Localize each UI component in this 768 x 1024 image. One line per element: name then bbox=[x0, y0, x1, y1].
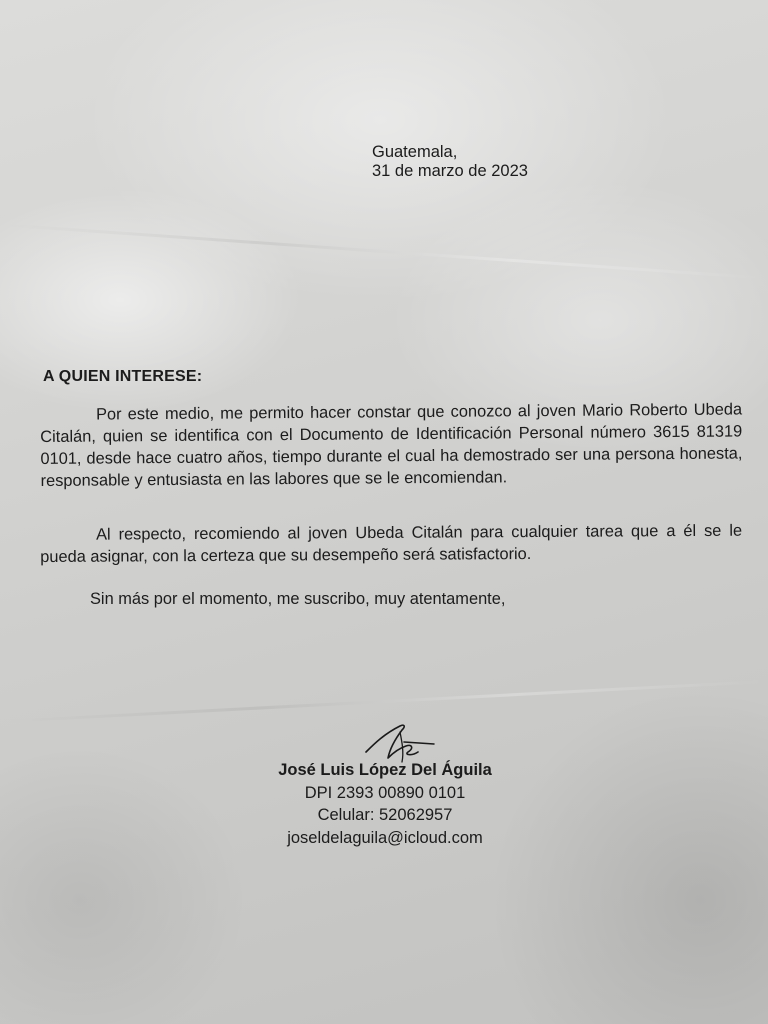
letter-body-paragraph-2 bbox=[40, 520, 742, 568]
paper-crease bbox=[1, 223, 767, 280]
letter-body-paragraph-1 bbox=[40, 398, 743, 492]
letter-addressee: A QUIEN INTERESE: bbox=[43, 368, 203, 385]
signer-name: José Luis López Del Águila bbox=[278, 761, 492, 779]
paragraph-text: Al respecto, recomiendo al joven Ubeda Citalán para cualquier tarea que a él se le pueda asignar, con la certeza que su desempeño será satisfactorio. bbox=[40, 521, 743, 566]
signer-email: joseldelaguila@icloud.com bbox=[287, 828, 483, 847]
letter-closing: Sin más por el momento, me suscribo, muy atentamente, bbox=[90, 590, 506, 608]
paper-crease bbox=[0, 680, 767, 723]
date-block bbox=[372, 143, 528, 181]
signer-phone: Celular: 52062957 bbox=[317, 806, 453, 824]
paragraph-text: Por este medio, me permito hacer constar que conozco al joven Mario Roberto Ubeda Citalán, quien se identifica con el Documento de Identificación Personal número 3615 81319 0101, desde hace cuatro años, tiempo durante el cual ha demostrado ser una persona honesta, responsable y entusiasta en las labores que se le encomiendan. bbox=[40, 400, 743, 490]
letter-date: 31 de marzo de 2023 bbox=[372, 162, 528, 180]
signer-dpi: DPI 2393 00890 0101 bbox=[304, 783, 466, 802]
letter-place: Guatemala, bbox=[372, 143, 458, 161]
signer-block bbox=[220, 759, 550, 849]
